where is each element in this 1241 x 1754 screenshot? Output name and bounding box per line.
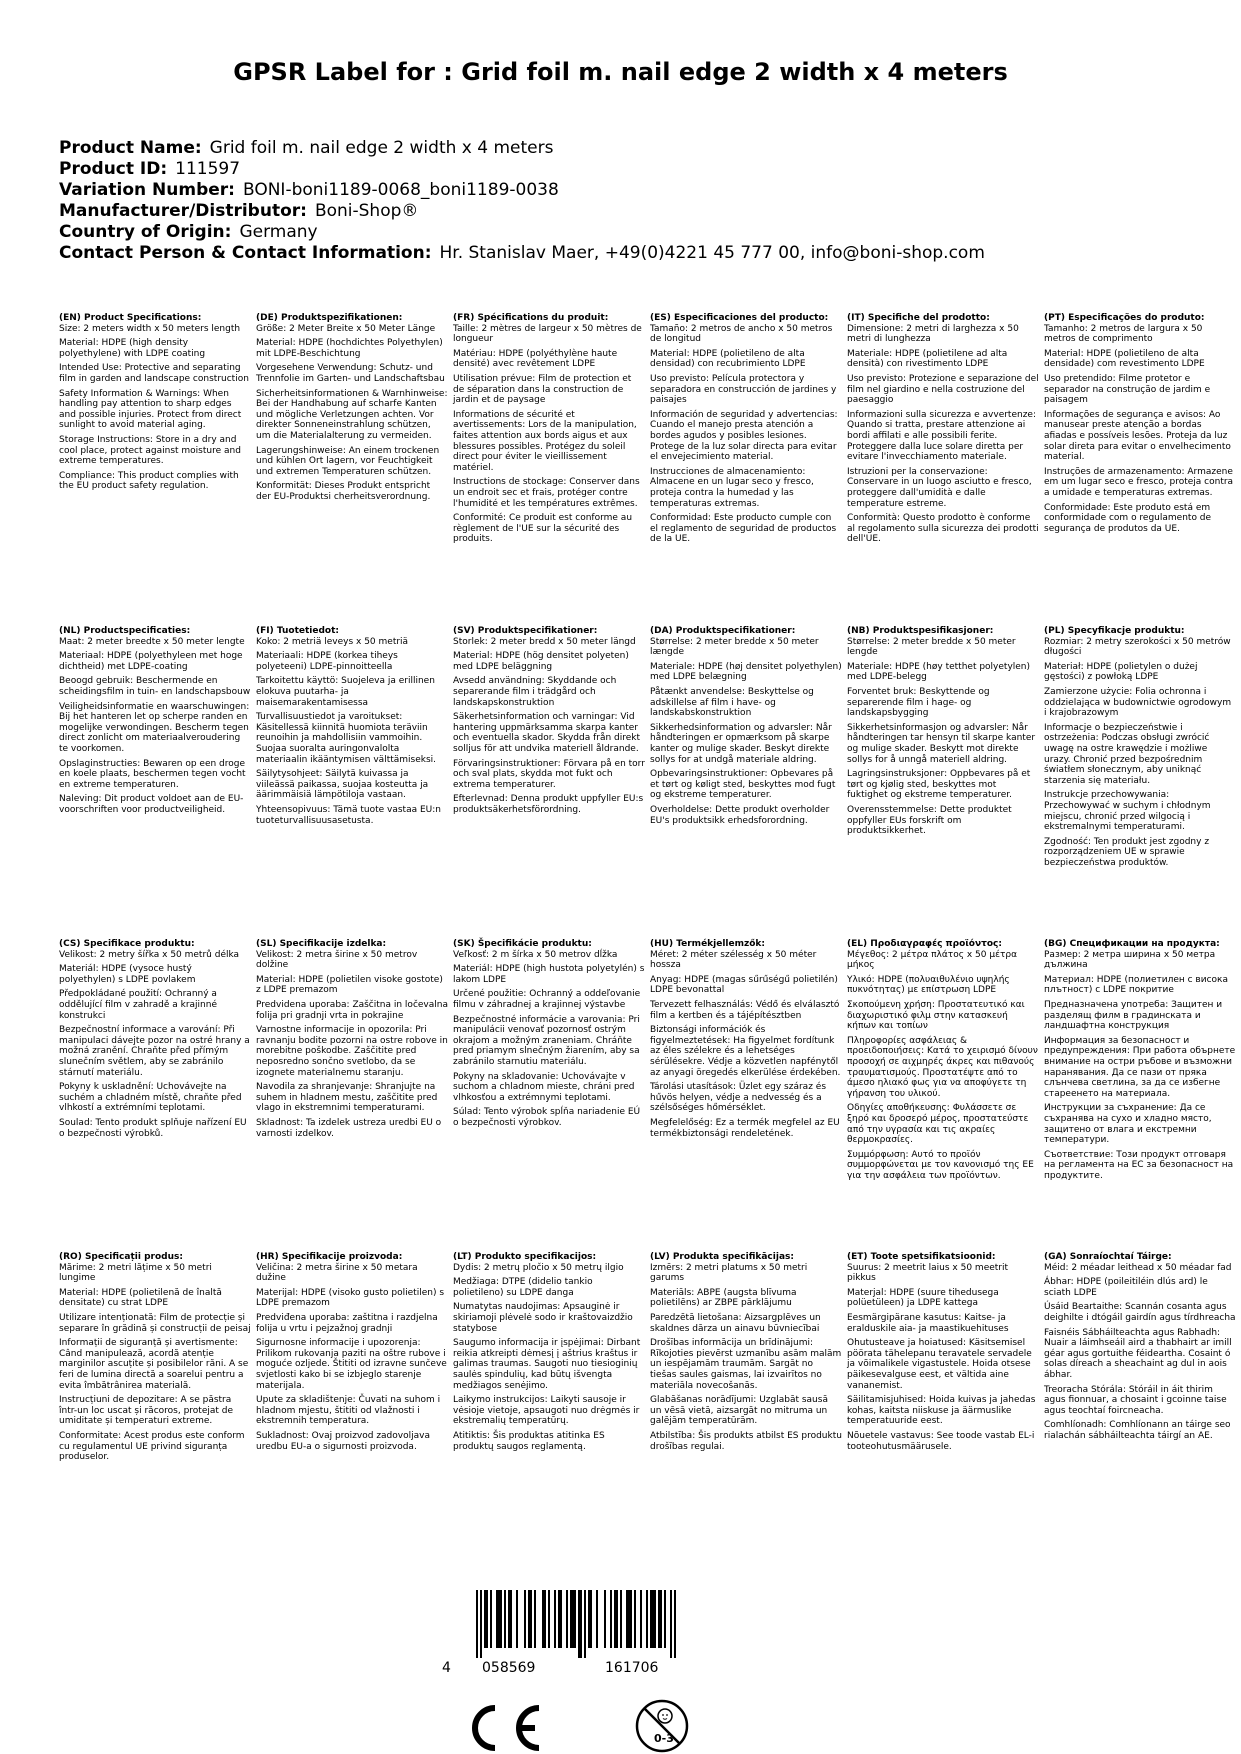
- spec-block-et: [847, 1252, 1039, 1456]
- spec-line: Conformidad: Este producto cumple con el reglamento de seguridad de productos de la UE.: [650, 513, 837, 545]
- spec-line: Megfelelőség: Ez a termék megfelel az EU termékbiztonsági rendeletének.: [650, 1117, 840, 1139]
- spec-line: Materiale: HDPE (høj densitet polyethylen) med LDPE belægning: [650, 661, 842, 683]
- spec-line: Overensstemmelse: Dette produktet oppfyller EUs forskrift om produktsikkerhet.: [847, 804, 1012, 837]
- barcode-left-digits: 058569: [482, 1660, 536, 1676]
- spec-line: Påtænkt anvendelse: Beskyttelse og adskillelse af film i have- og landskabskonstruktion: [650, 686, 814, 719]
- spec-line: Nõuetele vastavus: See toode vastab EL-i tooteohutusmääruselе.: [847, 1430, 1035, 1452]
- spec-block-heading: (SK) Špecifikácie produktu:: [453, 939, 592, 949]
- spec-line: Materiāls: ABPE (augsta blīvuma polietilēns) ar ZBPE pārklājumu: [650, 1287, 797, 1309]
- spec-line: Soulad: Tento produkt splňuje nařízení EU o bezpečnosti výrobků.: [59, 1117, 247, 1139]
- spec-line: Material: HDPE (polietileno de alta densidad) con recubrimiento LDPE: [650, 348, 806, 370]
- spec-line: Tarkoitettu käyttö: Suojeleva ja erillinen elokuva puutarha- ja maisemarakentamisessa: [256, 676, 435, 708]
- spec-line: Lagringsinstruksjoner: Oppbevares på et tørt og kjølig sted, beskyttes mot fuktighet og ekstreme temperaturer.: [847, 769, 1031, 801]
- spec-line: Sukladnost: Ovaj proizvod zadovoljava uredbu EU-a o sigurnosti proizvoda.: [256, 1430, 430, 1452]
- spec-line: Navodila za shranjevanje: Shranjujte na suhem in hladnem mestu, zaščitite pred vlago in ekstremnimi temperaturami.: [256, 1082, 438, 1114]
- spec-line: Tamanho: 2 metros de largura x 50 metros de comprimento: [1044, 323, 1203, 345]
- barcode-bars: [440, 1590, 720, 1660]
- spec-block-ga: [1044, 1252, 1236, 1446]
- spec-block-lt: [453, 1252, 645, 1456]
- spec-line: Materjal: HDPE (suure tihedusega polüetüleen) ja LDPE kattega: [847, 1287, 999, 1309]
- spec-line: Dimensione: 2 metri di larghezza x 50 metri di lunghezza: [847, 323, 1019, 345]
- spec-block-heading: (SV) Produktspecifikationer:: [453, 626, 598, 636]
- spec-line: Paredzētā lietošana: Aizsargplēves un skaldnes dārza un ainavu būvniecībai: [650, 1312, 821, 1334]
- spec-line: Treoracha Stórála: Stóráil in áit thirim agus fionnuar, a chosaint i gcoinne taise agus teochtaí foircneacha.: [1044, 1384, 1227, 1416]
- spec-block-hu: [650, 939, 842, 1143]
- spec-block-heading: (LT) Produkto specifikacijos:: [453, 1252, 597, 1262]
- spec-line: Tárolási utasítások: Üzlet egy száraz és hűvös helyen, védje a nedvesség és a szélsőséges hőmérséklet.: [650, 1082, 827, 1114]
- spec-line: Material: HDPE (high density polyethylene) with LDPE coating: [59, 338, 206, 359]
- barcode-bar: [674, 1590, 676, 1658]
- spec-line: Eesmärgipärane kasutus: Kaitse- ja eralduskile aia- ja maastikuehituses: [847, 1312, 1009, 1334]
- spec-block-heading: (DA) Produktspecifikationer:: [650, 626, 796, 636]
- barcode-bar: [640, 1590, 642, 1648]
- spec-line: Größe: 2 Meter Breite x 50 Meter Länge: [256, 323, 436, 334]
- spec-line: Méid: 2 méadar leithead x 50 méadar fad: [1044, 1262, 1232, 1273]
- spec-line: Koko: 2 metriä leveys x 50 metriä: [256, 636, 409, 647]
- spec-line: Veiligheidsinformatie en waarschuwingen: Bij het hanteren let op scherpe randen en mogelijke verwondingen. Bescherm tegen direct zonlicht om materiaalveroudering te voorkomen.: [59, 701, 250, 754]
- spec-block-sv: [453, 626, 645, 820]
- barcode-bar: [476, 1590, 478, 1658]
- spec-line: Opslaginstructies: Bewaren op een droge en koele plaats, beschermen tegen vocht en extreme temperaturen.: [59, 758, 246, 790]
- spec-line: Lagerungshinweise: An einem trockenen und kühlen Ort lagern, vor Feuchtigkeit und extremen Temperaturen schützen.: [256, 445, 440, 477]
- spec-line: Størrelse: 2 meter bredde x 50 meter lengde: [847, 636, 1016, 658]
- barcode-bar: [484, 1590, 488, 1648]
- spec-line: Σκοπούμενη χρήση: Προστατευτικό και διαχωριστικό φιλμ στην κατασκευή κήπων και τοπίων: [847, 999, 1025, 1032]
- spec-line: Anyag: HDPE (magas sűrűségű polietilén) LDPE bevonattal: [650, 974, 838, 996]
- barcode-bar: [588, 1590, 592, 1648]
- spec-line: Předpokládané použití: Ochranný a oddělující film v zahradě a krajinné konstrukci: [59, 989, 217, 1021]
- spec-block-nb: [847, 626, 1039, 841]
- age-warning-label: 0-3: [654, 1732, 674, 1745]
- spec-line: Informacje o bezpieczeństwie i ostrzeżenia: Podczas obsługi zwrócić uwagę na ostre krawędzie i możliwe urazy. Chronić przed bezpośrednim światłem słonecznym, aby uniknąć starzenia się materiału.: [1044, 722, 1210, 786]
- barcode-lead-digit: 4: [442, 1660, 451, 1676]
- spec-block-heading: (HU) Termékjellemzők:: [650, 939, 766, 949]
- spec-line: Säilytysohjeet: Säilytä kuivassa ja viileässä paikassa, suojaa kosteutta ja äärimmäisiä lämpötiloja vastaan.: [256, 769, 429, 801]
- spec-line: Uso previsto: Película protectora y separadora en construcción de jardines y paisajes: [650, 373, 837, 406]
- spec-block-pl: [1044, 626, 1236, 872]
- spec-line: Conformità: Questo prodotto è conforme al regolamento sulla sicurezza dei prodotti dell'UE.: [847, 513, 1039, 545]
- spec-line: Biztonsági információk és figyelmeztetések: Ha figyelmet fordítunk az éles szélekre és a lehetséges sérülésekre. Védje a közvetlen napfénytől az anyagi öregedés elkerülése érdekében.: [650, 1025, 841, 1078]
- spec-line: Utilisation prévue: Film de protection et de séparation dans la construction de jardin et de paysage: [453, 373, 632, 406]
- barcode-bar: [658, 1590, 662, 1648]
- spec-line: Skladnost: Ta izdelek ustreza uredbi EU o varnosti izdelkov.: [256, 1117, 442, 1139]
- barcode-bar: [534, 1590, 536, 1648]
- spec-line: Υλικό: HDPE (πολυαιθυλένιο υψηλής πυκνότητας) με επίστρωση LDPE: [847, 974, 1010, 996]
- spec-line: Material: HDPE (polietilenă de înaltă densitate) cu strat LDPE: [59, 1287, 222, 1309]
- spec-line: Størrelse: 2 meter bredde x 50 meter længde: [650, 636, 819, 658]
- ce-mark-icon: [455, 1702, 545, 1754]
- spec-line: Safety Information & Warnings: When handling pay attention to sharp edges and possible injuries. Protect from direct sunlight to avoid material aging.: [59, 388, 242, 431]
- spec-block-hr: [256, 1252, 448, 1456]
- spec-block-es: [650, 313, 842, 549]
- spec-block-heading: (FI) Tuotetiedot:: [256, 626, 340, 636]
- age-warning-icon: [634, 1698, 690, 1754]
- barcode-bar: [516, 1590, 518, 1648]
- spec-line: Material: HDPE (hochdichtes Polyethylen) mit LDPE-Beschichtung: [256, 338, 443, 359]
- spec-line: Varnostne informacije in opozorila: Pri ravnanju bodite pozorni na ostre robove in morebitne poškodbe. Zaščitite pred neposredno sončno svetlobo, da se izognete materialnemu staranju.: [256, 1025, 448, 1078]
- spec-block-heading: (ET) Toote spetsifikatsioonid:: [847, 1252, 996, 1262]
- spec-line: Maat: 2 meter breedte x 50 meter lengte: [59, 636, 245, 647]
- spec-line: Intended Use: Protective and separating film in garden and landscape construction: [59, 363, 249, 384]
- spec-line: Tervezett felhasználás: Védő és elválasztó film a kertben és a tájépítésztben: [650, 999, 840, 1021]
- spec-line: Izmērs: 2 metri platums x 50 metri garums: [650, 1262, 808, 1284]
- spec-block-heading: (LV) Produkta specifikācijas:: [650, 1252, 794, 1262]
- spec-line: Instructions de stockage: Conserver dans un endroit sec et frais, protéger contre l'humidité et les températures extrêmes.: [453, 477, 640, 509]
- spec-line: Materiale: HDPE (høy tetthet polyetylen) med LDPE-belegg: [847, 661, 1031, 683]
- info-country-of-origin: Country of Origin: Germany: [59, 222, 318, 242]
- spec-line: Naleving: Dit product voldoet aan de EU-voorschriften voor productveiligheid.: [59, 794, 244, 815]
- spec-line: Materiaal: HDPE (polyethyleen met hoge dichtheid) met LDPE-coating: [59, 651, 243, 672]
- spec-line: Informações de segurança e avisos: Ao manusear preste atenção a bordas afiadas e possíveis lesões. Proteja da luz solar direta para evitar o envelhecimento material.: [1044, 409, 1231, 463]
- spec-line: Материал: HDPE (полиетилен с висока плътност) с LDPE покритие: [1044, 974, 1228, 996]
- spec-line: Materiał: HDPE (polietylen o dużej gęstości) z powłoką LDPE: [1044, 661, 1198, 683]
- barcode-bar: [524, 1590, 526, 1648]
- spec-block-heading: (GA) Sonraíochtaí Táirge:: [1044, 1252, 1172, 1262]
- spec-line: Medžiaga: DTPE (didelio tankio polietileno) su LDPE danga: [453, 1277, 593, 1298]
- spec-block-fi: [256, 626, 448, 830]
- language-row: [59, 313, 1241, 623]
- spec-line: Informazioni sulla sicurezza e avvertenze: Quando si tratta, prestare attenzione ai bordi affilati e alle possibili ferite. Proteggere dalla luce solare diretta per evitare l'invecchiamento materiale.: [847, 409, 1036, 463]
- barcode-bar: [528, 1590, 532, 1648]
- spec-block-bg: [1044, 939, 1236, 1185]
- spec-block-lv: [650, 1252, 842, 1456]
- spec-line: Sikkerhedsinformation og advarsler: Når håndteringen er opmærksom på skarpe kanter og mulige skader. Beskyt direkte sollys for at undgå materiale aldring.: [650, 722, 832, 765]
- spec-block-heading: (HR) Specifikacije proizvoda:: [256, 1252, 403, 1262]
- spec-line: Úsáid Beartaithe: Scannán cosanta agus deighilte i dtógáil gairdín agus tírdhreacha: [1044, 1302, 1236, 1323]
- info-product-name: Product Name: Grid foil m. nail edge 2 width x 4 meters: [59, 138, 554, 158]
- spec-line: Συμμόρφωση: Αυτό το προϊόν συμμορφώνεται με τον κανονισμό της ΕΕ για την ασφάλεια των προϊόντων.: [847, 1149, 1034, 1181]
- barcode-bar: [620, 1590, 622, 1648]
- info-manufacturer: Manufacturer/Distributor: Boni-Shop®: [59, 201, 419, 221]
- spec-line: Uso previsto: Protezione e separazione del film nel giardino e nella costruzione del paesaggio: [847, 373, 1039, 406]
- spec-line: Instrucciones de almacenamiento: Almacene en un lugar seco y fresco, proteja contra la humedad y las temperaturas extremas.: [650, 466, 814, 509]
- spec-line: Comhlíonadh: Comhlíonann an táirge seo rialachán sábháilteachta táirgí an AE.: [1044, 1420, 1231, 1441]
- spec-block-heading: (BG) Спецификации на продукта:: [1044, 939, 1220, 949]
- barcode-bar: [650, 1590, 656, 1648]
- spec-line: Rozmiar: 2 metry szerokości x 50 metrów długości: [1044, 636, 1231, 658]
- spec-line: Storage Instructions: Store in a dry and cool place, protect against moisture and extreme temperatures.: [59, 434, 241, 467]
- spec-line: Conformité: Ce produit est conforme au règlement de l'UE sur la sécurité des produits.: [453, 513, 633, 545]
- barcode-bar: [664, 1590, 666, 1648]
- spec-block-heading: (ES) Especificaciones del producto:: [650, 313, 829, 323]
- spec-line: Säilitamisjuhised: Hoida kuivas ja jahedas kohas, kaitsta niiskuse ja äärmuslike temperatuuride eest.: [847, 1395, 1036, 1427]
- spec-block-heading: (SL) Specifikacije izdelka:: [256, 939, 387, 949]
- spec-line: Material: HDPE (polietilen visoke gostote) z LDPE premazom: [256, 974, 443, 996]
- spec-block-heading: (FR) Spécifications du produit:: [453, 313, 609, 323]
- spec-line: Mărime: 2 metri lățime x 50 metri lungime: [59, 1262, 212, 1284]
- product-info: [59, 138, 1209, 264]
- spec-line: Compliance: This product complies with the EU product safety regulation.: [59, 470, 239, 492]
- spec-line: Veličina: 2 metra širine x 50 metara dužine: [256, 1262, 418, 1284]
- spec-line: Faisnéis Sábháilteachta agus Rabhadh: Nuair a láimhseáil aird a thabhairt ar imill géar agus gortuithe féideartha. Cosaint ó solas díreach a sheachaint ag dul in aois ábhar.: [1044, 1327, 1232, 1380]
- barcode-bar: [480, 1590, 482, 1658]
- spec-line: Pokyny k uskladnění: Uchovávejte na suchém a chladném místě, chraňte před vlhkostí a extrémními teplotami.: [59, 1082, 242, 1114]
- info-variation-number: Variation Number: BONI-boni1189-0068_boni1189-0038: [59, 180, 559, 200]
- spec-line: Förvaringsinstruktioner: Förvara på en torr och sval plats, skydda mot fukt och extrema temperaturer.: [453, 758, 645, 790]
- spec-line: Avsedd användning: Skyddande och separerande film i trädgård och landskapskonstruktion: [453, 676, 617, 708]
- spec-line: Πληροφορίες ασφάλειας & προειδοποιήσεις: Κατά το χειρισμό δίνουν προσοχή σε αιχμηρές άκρες και πιθανούς τραυματισμούς. Προστατέψτε από το άμεσο ηλιακό φως για να αποφύγετε τη γήρανση του υλικού.: [847, 1035, 1038, 1099]
- spec-line: Predvidena uporaba: Zaščitna in ločevalna folija pri gradnji vrta in pokrajine: [256, 999, 448, 1021]
- spec-block-heading: (CS) Specifikace produktu:: [59, 939, 195, 949]
- spec-line: Sigurnosne informacije i upozorenja: Prilikom rukovanja paziti na oštre rubove i moguće ozljede. Štititi od izravne sunčeve svjetlosti kako bi se izbjeglo starenje materijala.: [256, 1338, 447, 1391]
- spec-line: Materiál: HDPE (high hustota polyetylén) s lakom LDPE: [453, 964, 645, 985]
- info-product-id: Product ID: 111597: [59, 159, 241, 179]
- spec-line: Instrucțiuni de depozitare: A se păstra într-un loc uscat și răcoros, protejat de umiditate și temperaturi extreme.: [59, 1395, 234, 1427]
- spec-block-ro: [59, 1252, 251, 1467]
- spec-line: Opbevaringsinstruktioner: Opbevares på et tørt og køligt sted, beskyttes mod fugt og ekstreme temperaturer.: [650, 769, 836, 801]
- spec-line: Turvallisuustiedot ja varoitukset: Käsitellessä kiinnitä huomiota teräviin reunoihin ja mahdollisiin vammoihin. Suojaa suoralta auringonvalolta materiaalin ikääntymisen välttämiseksi.: [256, 712, 437, 765]
- spec-line: Bezpečnostné informácie a varovania: Pri manipulácii venovať pozornosť ostrým okrajom a možným zraneniam. Chráňte pred priamym slnečným žiarením, aby sa zabránilo starnutiu materiálu.: [453, 1014, 640, 1067]
- spec-line: Konformität: Dieses Produkt entspricht der EU-Produktsi cherheitsverordnung.: [256, 481, 431, 502]
- spec-line: Pokyny na skladovanie: Uchovávajte v suchom a chladnom mieste, chráni pred vlhkosťou a extrémnymi teplotami.: [453, 1071, 635, 1103]
- spec-line: Informations de sécurité et avertissements: Lors de la manipulation, faites attention aux bords aigus et aux blessures possibles. Protégez du soleil direct pour éviter le vieillissement matériel.: [453, 409, 637, 473]
- spec-line: Conformidade: Este produto está em conformidade com o regulamento de segurança de produtos da UE.: [1044, 502, 1212, 534]
- spec-line: Информация за безопасност и предупреждения: При работа обърнете внимание на остри ръбове и възможни наранявания. Да се пази от пряка слънчева светлина, за да се избегне стареенето на материала.: [1044, 1035, 1236, 1099]
- spec-line: Materiál: HDPE (vysoce hustý polyethylen) s LDPE povlakem: [59, 964, 196, 985]
- barcode-bar: [670, 1590, 672, 1658]
- barcode-bar: [596, 1590, 598, 1648]
- spec-block-pt: [1044, 313, 1236, 538]
- barcode-bar: [604, 1590, 606, 1648]
- spec-line: Velikost: 2 metra širine x 50 metrov dolžine: [256, 949, 418, 971]
- spec-line: Informații de siguranță și avertismente: Când manipulează, acordă atenție marginilor ascuțite și posibilelor răni. A se feri de lumina directă a soarelui pentru a evita îmbătrânirea materială.: [59, 1338, 249, 1391]
- spec-block-heading: (NL) Productspecificaties:: [59, 626, 191, 636]
- barcode-bar: [490, 1590, 492, 1648]
- spec-line: Yhteensopivuus: Tämä tuote vastaa EU:n tuoteturvallisuusasetusta.: [256, 804, 441, 826]
- spec-line: Ohutusteave ja hoiatused: Käsitsemisel pöörata tähelepanu teravatele servadele ja võimalikele vigastustele. Hoida otsese päikesevalguse eest, et vältida aine vananemist.: [847, 1338, 1032, 1391]
- spec-block-heading: (PT) Especificações do produto:: [1044, 313, 1205, 323]
- spec-line: Beoogd gebruik: Beschermende en scheidingsfilm in tuin- en landschapsbouw: [59, 676, 251, 697]
- language-row: [59, 1252, 1241, 1562]
- spec-line: Предназначена употреба: Защитен и разделящ филм в градинската и ландшафтна конструкция: [1044, 999, 1223, 1032]
- spec-line: Materiale: HDPE (polietilene ad alta densità) con rivestimento LDPE: [847, 348, 1008, 370]
- barcode-bar: [646, 1590, 648, 1648]
- barcode-bar: [508, 1590, 512, 1648]
- spec-block-en: [59, 313, 251, 496]
- language-row: [59, 939, 1241, 1249]
- barcode-bar: [634, 1590, 636, 1648]
- spec-line: Predviđena uporaba: zaštitna i razdjelna folija u vrtu i pejzažnoj gradnji: [256, 1312, 438, 1334]
- spec-line: Taille: 2 mètres de largeur x 50 mètres de longueur: [453, 323, 642, 345]
- spec-line: Forventet bruk: Beskyttende og separerende film i hage- og landskapsbygging: [847, 686, 990, 719]
- spec-line: Atitiktis: Šis produktas atitinka ES produktų saugos reglamentą.: [453, 1430, 605, 1452]
- spec-block-fr: [453, 313, 645, 549]
- spec-block-sk: [453, 939, 645, 1133]
- spec-line: Material: HDPE (hög densitet polyeten) med LDPE beläggning: [453, 651, 629, 672]
- spec-line: Atbilstība: Šis produkts atbilst ES produktu drošības regulai.: [650, 1430, 842, 1452]
- spec-block-cs: [59, 939, 251, 1143]
- barcode-bar: [548, 1590, 550, 1648]
- spec-line: Conformitate: Acest produs este conform cu regulamentul UE privind siguranța produselor.: [59, 1430, 245, 1463]
- spec-line: Información de seguridad y advertencias: Cuando el manejo presta atención a bordes agudos y posibles lesiones. Protege de la luz solar directa para evitar el envejecimiento material.: [650, 409, 838, 463]
- spec-line: Vorgesehene Verwendung: Schutz- und Trennfolie im Garten- und Landschaftsbau: [256, 363, 445, 384]
- spec-line: Drošības informācija un brīdinājumi: Rīkojoties pievērst uzmanību asām malām un iespējamām traumām. Sargāt no tiešas saules gaismas, lai izvairītos no materiāla novecošanās.: [650, 1338, 842, 1391]
- spec-line: Инструкции за съхранение: Да се съхранява на сухо и хладно място, защитено от влага и екстремни температури.: [1044, 1103, 1212, 1146]
- barcode-bar: [554, 1590, 556, 1648]
- spec-line: Efterlevnad: Denna produkt uppfyller EU:s produktsäkerhetsförordning.: [453, 794, 644, 815]
- spec-line: Overholdelse: Dette produkt overholder EU's produktsikk erhedsforordning.: [650, 804, 830, 826]
- spec-line: Saugumo informacija ir įspėjimai: Dirbant reikia atkreipti dėmesį į aštrius kraštus ir galimas traumas. Saugoti nuo tiesioginių saulės spindulių, kad būtų išvengta medžiagos senėjimo.: [453, 1338, 641, 1391]
- barcode-bar: [614, 1590, 618, 1648]
- spec-block-nl: [59, 626, 251, 820]
- spec-line: Size: 2 meters width x 50 meters length: [59, 323, 241, 334]
- spec-line: Súlad: Tento výrobok spĺňa nariadenie EÚ o bezpečnosti výrobkov.: [453, 1107, 641, 1128]
- barcode-right-digits: 161706: [605, 1660, 659, 1676]
- spec-line: Velikost: 2 metry šířka x 50 metrů délka: [59, 949, 240, 960]
- barcode-bar: [570, 1590, 576, 1648]
- barcode-bar: [504, 1590, 506, 1648]
- spec-line: Zamierzone użycie: Folia ochronna i oddzielająca w budownictwie ogrodowym i krajobrazowym: [1044, 686, 1232, 719]
- spec-line: Veľkosť: 2 m šírka x 50 metrov dĺžka: [453, 949, 618, 960]
- spec-line: Istruzioni per la conservazione: Conservare in un luogo asciutto e fresco, proteggere dall'umidità e dalle temperature estreme.: [847, 466, 1032, 509]
- spec-line: Οδηγίες αποθήκευσης: Φυλάσσετε σε ξηρό και δροσερό μέρος, προστατεύστε από την υγρασία και τις ακραίες θερμοκρασίες.: [847, 1103, 1029, 1146]
- barcode-bar: [584, 1590, 586, 1658]
- barcode: [440, 1590, 720, 1680]
- barcode-bar: [610, 1590, 612, 1648]
- spec-line: Suurus: 2 meetrit laius x 50 meetrit pikkus: [847, 1262, 1009, 1284]
- spec-line: Material: HDPE (polietileno de alta densidade) com revestimento LDPE: [1044, 348, 1205, 370]
- barcode-bar: [496, 1590, 502, 1648]
- spec-line: Tamaño: 2 metros de ancho x 50 metros de longitud: [650, 323, 833, 345]
- spec-line: Съответствие: Този продукт отговаря на регламента на ЕС за безопасност на продуктите.: [1044, 1149, 1234, 1181]
- barcode-bar: [558, 1590, 562, 1648]
- spec-line: Размер: 2 метра ширина x 50 метра дължина: [1044, 949, 1216, 971]
- spec-block-heading: (EN) Product Specifications:: [59, 313, 202, 323]
- spec-line: Glabāšanas norādījumi: Uzglabāt sausā un vēsā vietā, aizsargāt no mitruma un galējām temperatūrām.: [650, 1395, 828, 1427]
- barcode-bar: [542, 1590, 546, 1648]
- spec-line: Upute za skladištenje: Čuvati na suhom i hladnom mjestu, štititi od vlažnosti i ekstremnih temperatura.: [256, 1395, 441, 1427]
- spec-line: Zgodność: Ten produkt jest zgodny z rozporządzeniem UE w sprawie bezpieczeństwa produktów.: [1044, 836, 1210, 868]
- spec-block-sl: [256, 939, 448, 1143]
- spec-line: Sikkerhetsinformasjon og advarsler: Når håndteringen tar hensyn til skarpe kanter og mulige skader. Beskytt mot direkte sollys for å unngå materiell aldring.: [847, 722, 1036, 765]
- spec-line: Numatytas naudojimas: Apsauginė ir skiriamoji plėvelė sodo ir kraštovaizdžio statybose: [453, 1302, 633, 1334]
- spec-block-heading: (DE) Produktspezifikationen:: [256, 313, 403, 323]
- spec-block-el: [847, 939, 1039, 1185]
- spec-line: Μέγεθος: 2 μέτρα πλάτος x 50 μέτρα μήκος: [847, 949, 1018, 971]
- spec-block-heading: (EL) Προδιαγραφές προϊόντος:: [847, 939, 1002, 949]
- spec-block-heading: (RO) Specificații produs:: [59, 1252, 183, 1262]
- spec-line: Utilizare intenționată: Film de protecție și separare în grădină și construcții de peisaj: [59, 1312, 251, 1334]
- spec-line: Instrukcje przechowywania: Przechowywać w suchym i chłodnym miejscu, chronić przed wilgocią i ekstremalnymi temperaturami.: [1044, 790, 1211, 833]
- spec-line: Určené použitie: Ochranný a oddeľovanie filmu v záhradnej a krajinnej výstavbe: [453, 989, 641, 1010]
- spec-line: Materijal: HDPE (visoko gusto polietilen) s LDPE premazom: [256, 1287, 445, 1309]
- spec-line: Uso pretendido: Filme protetor e separador na construção de jardim e paisagem: [1044, 373, 1211, 406]
- spec-line: Bezpečnostní informace a varování: Při manipulaci dávejte pozor na ostré hrany a možná zranění. Chraňte před přímým slunečním světlem, aby se zabránilo stárnutí materiálu.: [59, 1025, 250, 1078]
- spec-line: Ábhar: HDPE (poileitiléin dlús ard) le sciath LDPE: [1044, 1277, 1208, 1298]
- barcode-bar: [566, 1590, 568, 1648]
- spec-line: Storlek: 2 meter bredd x 50 meter längd: [453, 636, 636, 647]
- barcode-bar: [578, 1590, 582, 1658]
- page-title: GPSR Label for : Grid foil m. nail edge 2 width x 4 meters: [233, 58, 1008, 86]
- spec-line: Méret: 2 méter szélesség x 50 méter hossza: [650, 949, 817, 971]
- language-row: [59, 626, 1241, 936]
- spec-line: Matériau: HDPE (polyéthylène haute densité) avec revêtement LDPE: [453, 348, 618, 370]
- info-contact: Contact Person & Contact Information: Hr. Stanislav Maer, +49(0)4221 45 777 00, info@boni-shop.com: [59, 243, 985, 263]
- spec-block-it: [847, 313, 1039, 549]
- spec-block-heading: (NB) Produktspesifikasjoner:: [847, 626, 994, 636]
- spec-line: Sicherheitsinformationen & Warnhinweise: Bei der Handhabung auf scharfe Kanten und mögliche Verletzungen achten. Vor direkter Sonneneinstrahlung schützen, um die Materialalterung zu vermeiden.: [256, 388, 448, 441]
- spec-line: Laikymo instrukcijos: Laikyti sausoje ir vėsioje vietoje, apsaugoti nuo drėgmės ir ekstremalių temperatūrų.: [453, 1395, 640, 1427]
- spec-block-da: [650, 626, 842, 830]
- spec-block-de: [256, 313, 448, 507]
- spec-block-heading: (IT) Specifiche del prodotto:: [847, 313, 990, 323]
- spec-line: Dydis: 2 metrų pločio x 50 metrų ilgio: [453, 1262, 624, 1273]
- spec-line: Materiaali: HDPE (korkea tiheys polyeteeni) LDPE-pinnoitteella: [256, 651, 398, 672]
- spec-line: Instruções de armazenamento: Armazene em um lugar seco e fresco, proteja contra a umidade e temperaturas extremas.: [1044, 466, 1234, 498]
- barcode-bar: [626, 1590, 632, 1648]
- spec-block-heading: (PL) Specyfikacje produktu:: [1044, 626, 1185, 636]
- spec-line: Säkerhetsinformation och varningar: Vid hantering uppmärksamma skarpa kanter och eventuella skador. Skydda från direkt solljus för att undvika materiell åldrande.: [453, 712, 641, 754]
